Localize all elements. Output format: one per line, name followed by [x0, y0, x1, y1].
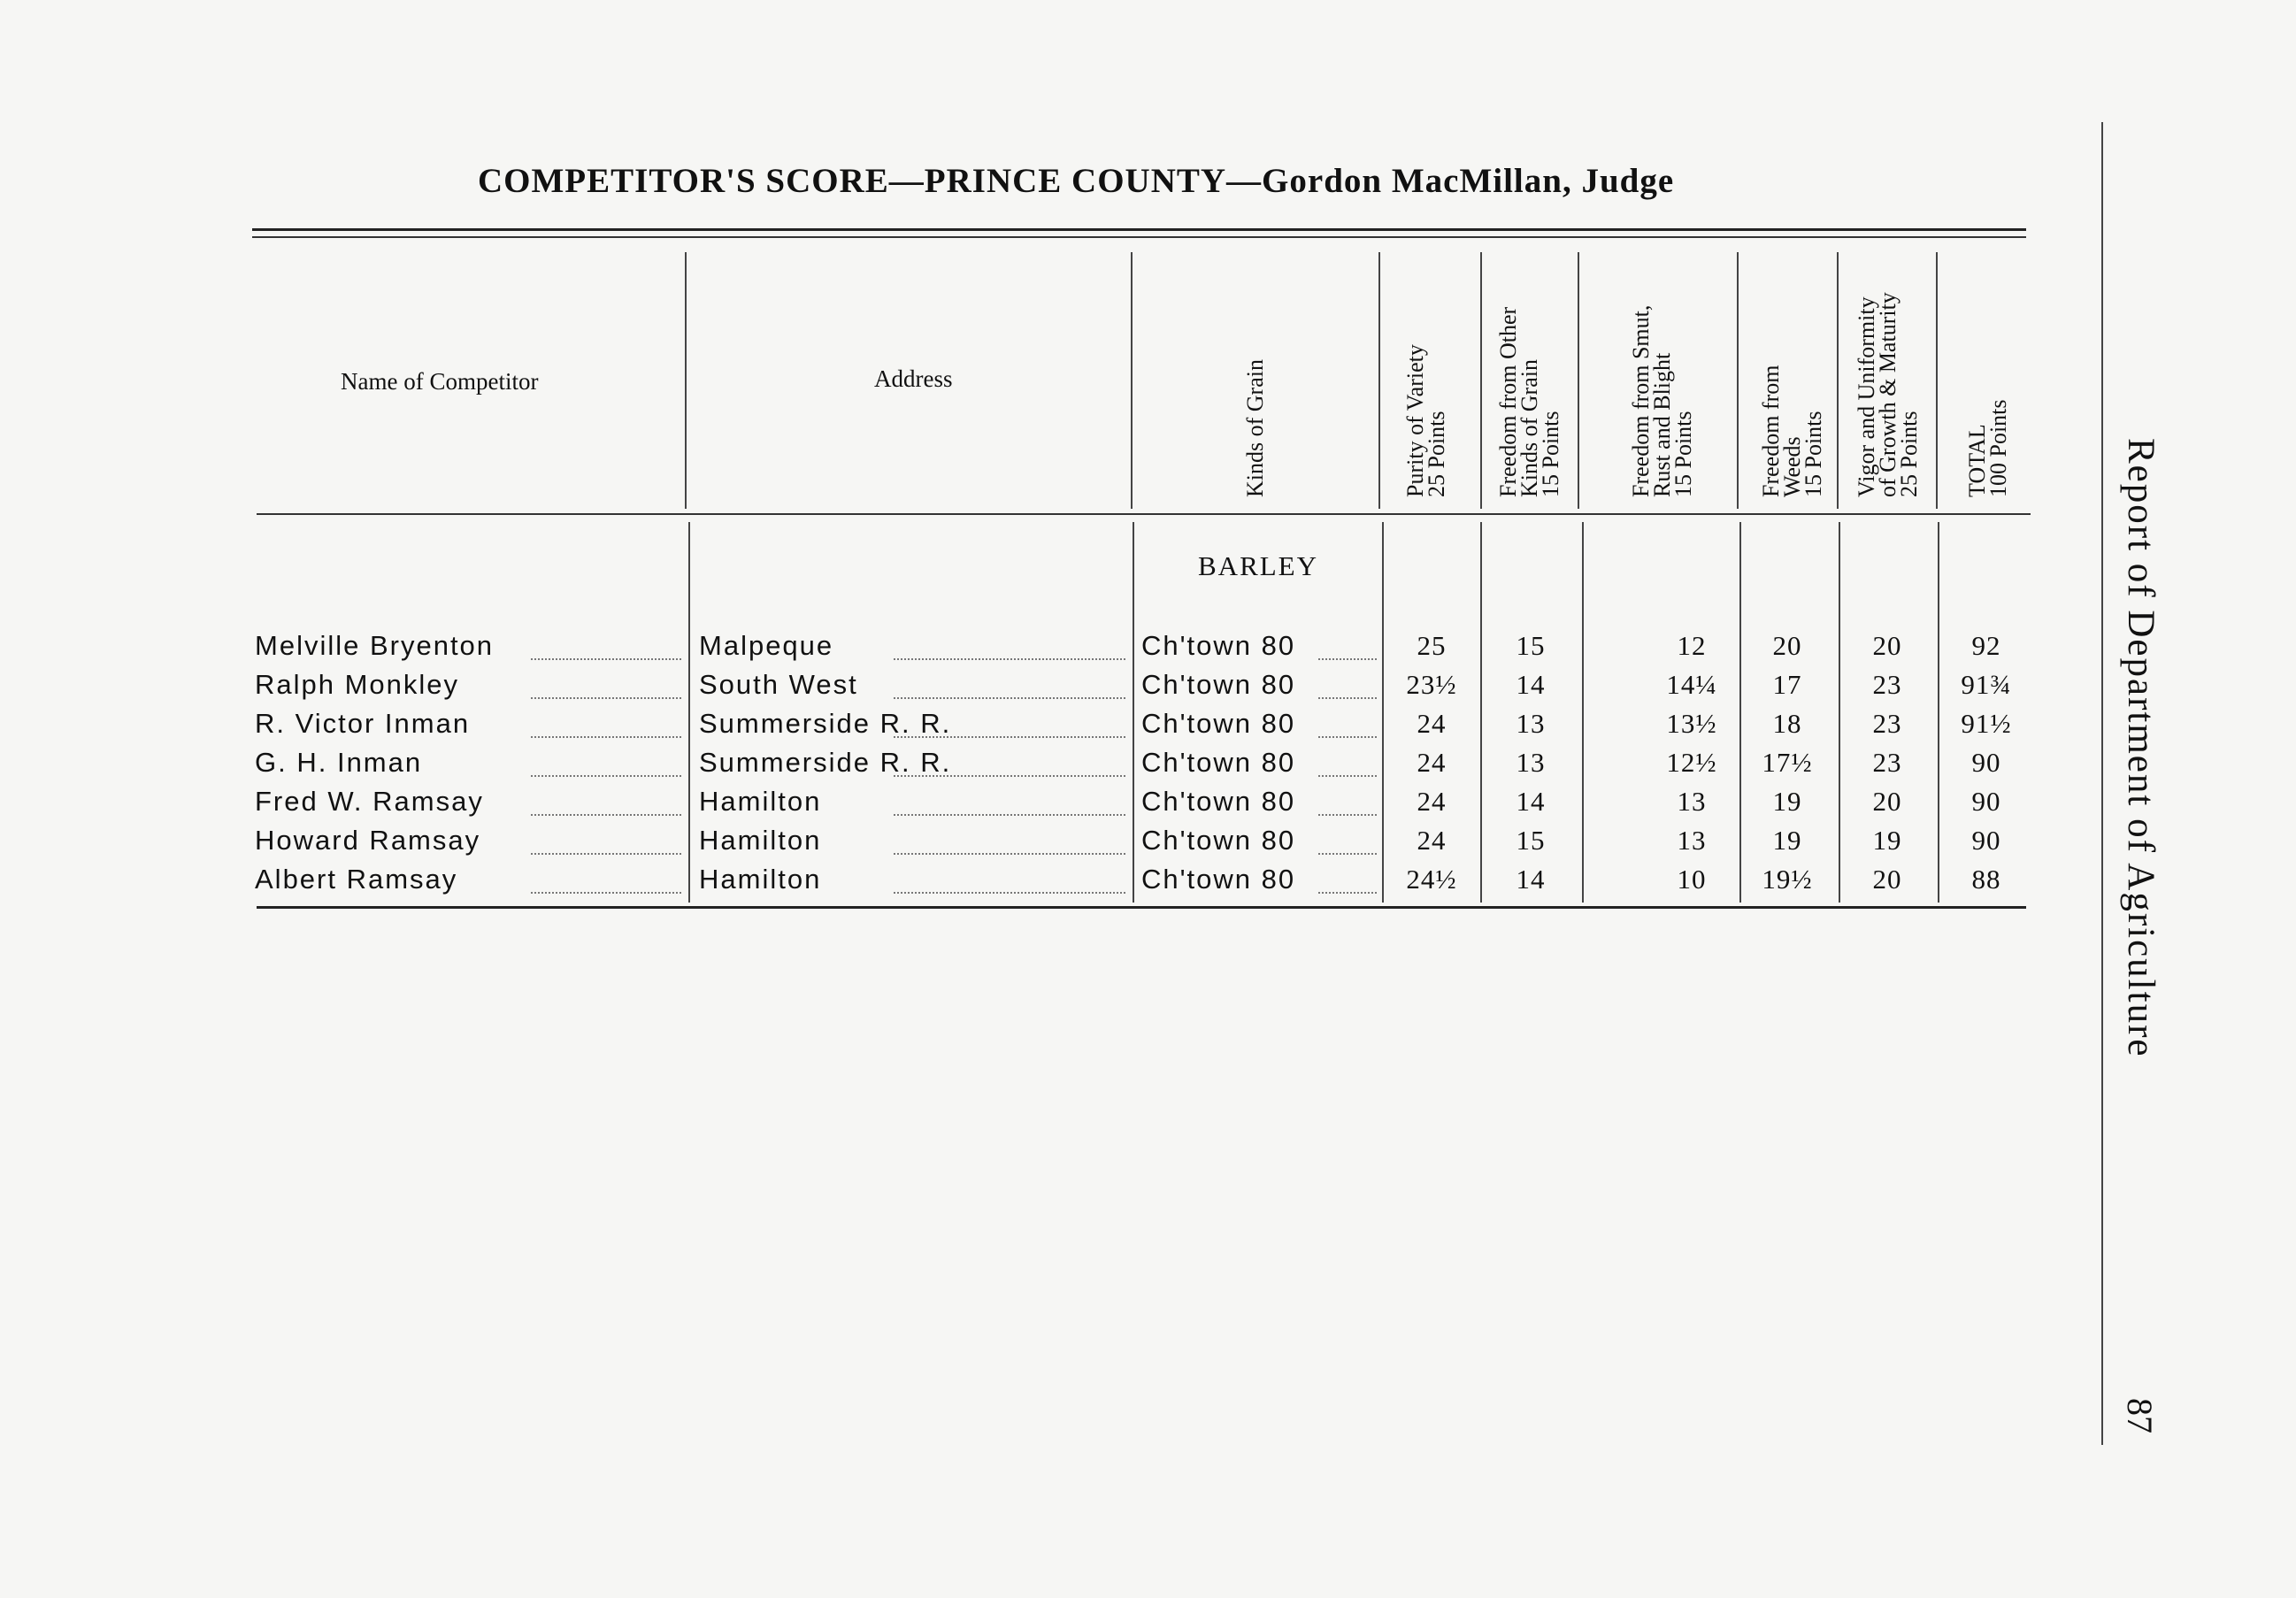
score-purity: 24	[1417, 708, 1447, 739]
dot-leader	[1318, 657, 1377, 660]
grain-kind: Ch'town 80	[1141, 825, 1296, 856]
dot-leader	[1318, 812, 1377, 816]
body-sep-3	[1382, 522, 1384, 903]
grain-kind: Ch'town 80	[1141, 864, 1296, 895]
score-total: 88	[1971, 864, 2001, 895]
score-other: 14	[1516, 786, 1546, 817]
dot-leader	[1318, 851, 1377, 855]
score-purity: 24	[1417, 747, 1447, 778]
score-smut: 12	[1677, 630, 1707, 661]
dot-leader	[1318, 734, 1377, 738]
score-total: 92	[1971, 630, 2001, 661]
score-total: 91½	[1961, 708, 2012, 739]
score-weeds: 19½	[1762, 864, 1813, 895]
grain-kind: Ch'town 80	[1141, 630, 1296, 661]
body-sep-7	[1839, 522, 1840, 903]
grain-kind: Ch'town 80	[1141, 747, 1296, 778]
score-vigor: 20	[1872, 786, 1902, 817]
competitor-address: Hamilton	[699, 786, 822, 817]
competitor-name: Melville Bryenton	[255, 630, 495, 661]
header-sep-5	[1578, 252, 1579, 509]
header-sep-1	[685, 252, 687, 509]
header-bottom-rule	[257, 513, 2031, 515]
score-weeds: 19	[1772, 786, 1802, 817]
header-sep-3	[1378, 252, 1380, 509]
score-other: 15	[1516, 630, 1546, 661]
score-weeds: 19	[1772, 825, 1802, 856]
score-vigor: 23	[1872, 669, 1902, 700]
score-vigor: 20	[1872, 864, 1902, 895]
competitor-address: South West	[699, 669, 858, 700]
score-smut: 13	[1677, 786, 1707, 817]
dot-leader	[894, 812, 1125, 816]
grain-kind: Ch'town 80	[1141, 786, 1296, 817]
score-vigor: 23	[1872, 747, 1902, 778]
body-sep-8	[1938, 522, 1939, 903]
score-purity: 24	[1417, 825, 1447, 856]
dot-leader	[531, 657, 681, 660]
dot-leader	[894, 657, 1125, 660]
score-total: 90	[1971, 786, 2001, 817]
header-kinds-of-grain: Kinds of Grain	[1242, 359, 1268, 497]
header-sep-4	[1480, 252, 1482, 509]
competitor-name: R. Victor Inman	[255, 708, 471, 739]
score-vigor: 23	[1872, 708, 1902, 739]
score-other: 14	[1516, 669, 1546, 700]
score-weeds: 17½	[1762, 747, 1813, 778]
score-weeds: 18	[1772, 708, 1802, 739]
competitor-name: G. H. Inman	[255, 747, 423, 778]
score-weeds: 20	[1772, 630, 1802, 661]
competitor-address: Summerside R. R.	[699, 747, 952, 778]
table-bottom-rule	[257, 906, 2026, 909]
score-smut: 13	[1677, 825, 1707, 856]
header-sep-8	[1936, 252, 1938, 509]
dot-leader	[894, 773, 1125, 777]
score-purity: 25	[1417, 630, 1447, 661]
score-smut: 12½	[1666, 747, 1717, 778]
dot-leader	[1318, 773, 1377, 777]
dot-leader	[894, 890, 1125, 894]
competitor-address: Summerside R. R.	[699, 708, 952, 739]
competitor-name: Albert Ramsay	[255, 864, 458, 895]
header-sep-6	[1737, 252, 1739, 509]
score-smut: 14¼	[1666, 669, 1717, 700]
score-other: 13	[1516, 747, 1546, 778]
dot-leader	[531, 851, 681, 855]
header-name-of-competitor: Name of Competitor	[341, 368, 539, 395]
score-total: 90	[1971, 747, 2001, 778]
dot-leader	[894, 851, 1125, 855]
score-smut: 10	[1677, 864, 1707, 895]
header-sep-2	[1131, 252, 1133, 509]
table-top-rule	[252, 228, 2026, 231]
score-smut: 13½	[1666, 708, 1717, 739]
side-rule	[2101, 122, 2103, 1445]
running-header: Report of Department of Agriculture	[2120, 438, 2162, 1058]
score-total: 91¾	[1961, 669, 2012, 700]
competitor-name: Fred W. Ramsay	[255, 786, 484, 817]
page-number: 87	[2120, 1398, 2160, 1433]
body-sep-6	[1739, 522, 1741, 903]
section-label-barley: BARLEY	[1198, 550, 1318, 581]
page-title: COMPETITOR'S SCORE—PRINCE COUNTY—Gordon MacMillan, Judge	[478, 162, 1675, 200]
score-purity: 24½	[1406, 864, 1457, 895]
grain-kind: Ch'town 80	[1141, 669, 1296, 700]
competitor-address: Hamilton	[699, 825, 822, 856]
score-other: 13	[1516, 708, 1546, 739]
body-sep-4	[1480, 522, 1482, 903]
header-address: Address	[874, 365, 953, 392]
score-purity: 23½	[1406, 669, 1457, 700]
body-sep-2	[1133, 522, 1134, 903]
dot-leader	[531, 812, 681, 816]
competitor-address: Malpeque	[699, 630, 834, 661]
score-other: 15	[1516, 825, 1546, 856]
dot-leader	[531, 890, 681, 894]
header-sep-7	[1837, 252, 1839, 509]
dot-leader	[531, 695, 681, 699]
header-freedom-weeds: Freedom from Weeds 15 Points	[1758, 365, 1826, 497]
table-top-rule-2	[252, 236, 2026, 238]
score-weeds: 17	[1772, 669, 1802, 700]
dot-leader	[531, 734, 681, 738]
body-sep-5	[1582, 522, 1584, 903]
dot-leader	[894, 734, 1125, 738]
dot-leader	[894, 695, 1125, 699]
score-other: 14	[1516, 864, 1546, 895]
dot-leader	[1318, 890, 1377, 894]
competitor-name: Howard Ramsay	[255, 825, 481, 856]
score-purity: 24	[1417, 786, 1447, 817]
body-sep-1	[688, 522, 690, 903]
competitor-address: Hamilton	[699, 864, 822, 895]
header-freedom-smut: Freedom from Smut, Rust and Blight 15 Points	[1628, 304, 1696, 497]
score-vigor: 19	[1872, 825, 1902, 856]
header-freedom-other-kinds: Freedom from Other Kinds of Grain 15 Points	[1495, 306, 1563, 497]
header-vigor-uniformity: Vigor and Uniformity of Growth & Maturity 25 Points	[1854, 292, 1922, 497]
dot-leader	[531, 773, 681, 777]
header-total: TOTAL 100 Points	[1964, 399, 2011, 497]
dot-leader	[1318, 695, 1377, 699]
grain-kind: Ch'town 80	[1141, 708, 1296, 739]
header-purity-of-variety: Purity of Variety 25 Points	[1402, 344, 1449, 497]
competitor-name: Ralph Monkley	[255, 669, 460, 700]
score-total: 90	[1971, 825, 2001, 856]
score-vigor: 20	[1872, 630, 1902, 661]
